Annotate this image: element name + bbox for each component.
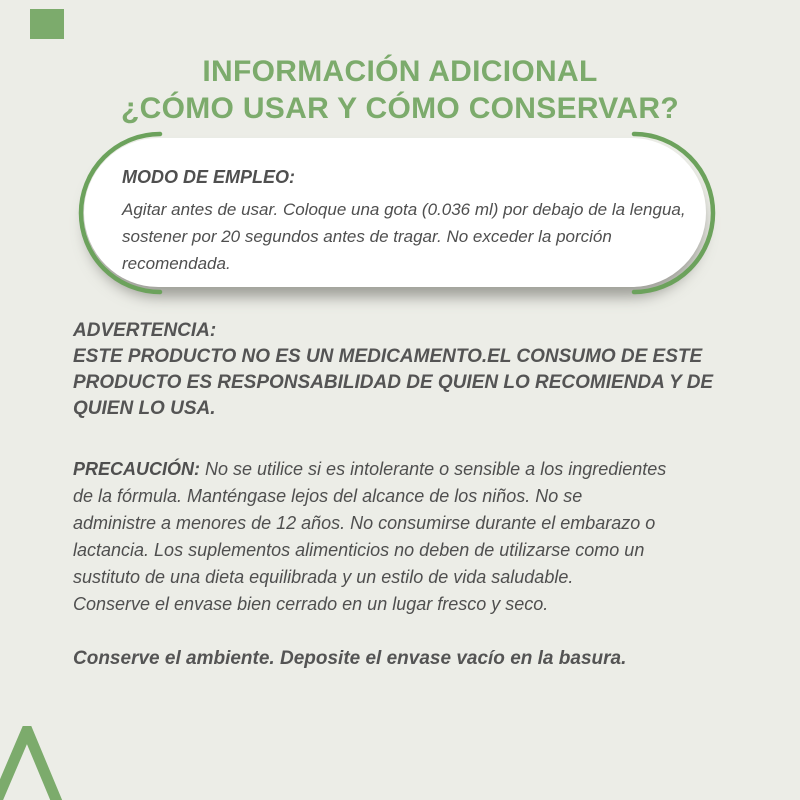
- warning-line: PRODUCTO ES RESPONSABILIDAD DE QUIEN LO RECOMIENDA Y DE: [73, 372, 714, 393]
- page-title-line1: INFORMACIÓN ADICIONAL: [202, 55, 598, 88]
- corner-accent-square: [30, 9, 64, 39]
- precaution-line: lactancia. Los suplementos alimenticios no deben de utilizarse como un: [73, 540, 645, 560]
- corner-accent-zigzag-icon: [0, 726, 64, 800]
- warning-line: QUIEN LO USA.: [73, 398, 216, 419]
- precaution-block: [73, 456, 763, 618]
- usage-line: sostener por 20 segundos antes de tragar. No exceder la porción recomendada.: [122, 227, 612, 273]
- warning-heading: ADVERTENCIA:: [73, 320, 217, 341]
- usage-heading: MODO DE EMPLEO:: [122, 167, 296, 187]
- precaution-line: de la fórmula. Manténgase lejos del alcance de los niños. No se: [73, 486, 583, 506]
- precaution-line: administre a menores de 12 años. No consumirse durante el embarazo o: [73, 513, 656, 533]
- precaution-line-first: [73, 456, 763, 483]
- warning-line: ESTE PRODUCTO NO ES UN MEDICAMENTO.EL CONSUMO DE ESTE: [73, 346, 703, 367]
- usage-line: Agitar antes de usar. Coloque una gota (0.036 ml) por debajo de la lengua,: [122, 200, 686, 219]
- precaution-first-line-rest: No se utilice si es intolerante o sensible a los ingredientes: [200, 459, 667, 479]
- page-title: [0, 53, 800, 127]
- page-title-line2: ¿CÓMO USAR Y CÓMO CONSERVAR?: [121, 92, 679, 125]
- usage-instructions-text: [122, 164, 686, 277]
- precaution-line: Conserve el envase bien cerrado en un lugar fresco y seco.: [73, 594, 549, 614]
- warning-block: [73, 318, 753, 422]
- precaution-heading: PRECAUCIÓN:: [73, 459, 201, 479]
- usage-instructions-box: [84, 138, 706, 287]
- environment-note: Conserve el ambiente. Deposite el envase vacío en la basura.: [73, 648, 627, 669]
- precaution-line: sustituto de una dieta equilibrada y un estilo de vida saludable.: [73, 567, 574, 587]
